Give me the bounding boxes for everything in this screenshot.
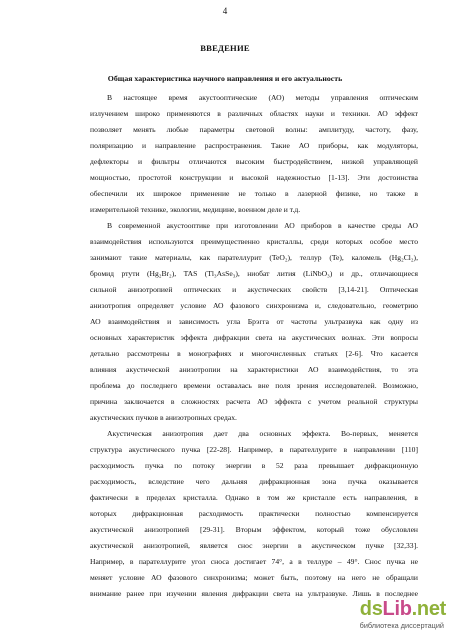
watermark: [328, 598, 446, 634]
page-title: ВВЕДЕНИЕ: [200, 43, 250, 53]
text-line: занимают такие материалы, как парателлурит (TeO₂), теллур (Te), каломель (Hg₂Cl₂),: [90, 253, 418, 262]
text-line: акустических пучков в анизотропных средах.: [90, 413, 237, 422]
text-line: АО взаимодействия и зависимость угла Брэгга от частоты ультразвука как одну из: [90, 317, 418, 326]
text-line: фактически в пределах кристалла. Однако в том же кристалле есть направления, в: [90, 493, 418, 502]
page-number: 4: [222, 6, 228, 16]
text-line: взаимодействия используются преимущественно кристаллы, среди которых особое место: [90, 237, 418, 246]
section-heading: Общая характеристика научного направления и его актуальность: [107, 74, 343, 83]
text-line: акустической анизотропией [29-31]. Вторым эффектом, который тоже обусловлен: [90, 525, 418, 534]
text-line: мощностью, простотой конструкции и высокой надежностью [1-13]. Эти достоинства: [90, 173, 418, 182]
text-line: расходимость, вследствие чего дальняя дифракционная зона пучка оказывается: [90, 477, 418, 486]
text-line: измерительной технике, экологии, медицине, военном деле и т.д.: [90, 205, 301, 214]
text-line: структура акустического пучка [22-28]. Например, в парателлурите в направлении [110]: [90, 445, 418, 454]
text-line: поляризацию и направление распространения. Такие АО приборы, как модуляторы,: [90, 141, 418, 150]
text-line: позволяет менять любые параметры световой волны: амплитуду, частоту, фазу,: [90, 125, 418, 134]
text-line: проблема до последнего времени оставалась вне поля зрения исследователей. Возможно,: [90, 381, 418, 390]
text-line: сильной анизотропией оптических и акустических свойств [3,14-21]. Оптическая: [90, 285, 418, 294]
text-line: Акустическая анизотропия дает два основных эффекта. Во-первых, меняется: [107, 429, 418, 438]
text-line: обеспечили их широкое применение не только в лазерной физике, но также в: [90, 189, 418, 198]
text-line: Например, в парателлурите угол сноса достигает 74°, а в теллуре – 49°. Снос пучка не: [90, 557, 418, 566]
text-line: детально рассмотрены в монографиях и многочисленных статьях [2-6]. Что касается: [90, 349, 418, 358]
text-line: причина заключается в сложностях расчета АО эффекта с учетом реальной структуры: [90, 397, 418, 406]
watermark-subtitle: библиотека диссертаций: [359, 621, 444, 630]
text-line: расходимость пучка по потоку энергии в 52 раза превышает дифракционную: [90, 461, 418, 470]
text-line: которых дифракционная расходимость практически полностью компенсируется: [90, 509, 418, 518]
text-line: В настоящее время акустооптические (АО) методы управления оптическим: [107, 93, 418, 102]
text-line: анизотропия определяет условие АО фазового синхронизма и, следовательно, геометрию: [90, 301, 418, 310]
text-line: бромид ртути (Hg₂Br₂), TAS (Tl₃AsSe₃), ниобат лития (LiNbO₃) и др., отличающиеся: [90, 269, 418, 278]
text-line: излучением широко применяются в различных областях науки и техники. АО эффект: [90, 109, 418, 118]
text-line: влияния акустической анизотропии на характеристики АО взаимодействия, то эта: [90, 365, 418, 374]
text-line: внимание ранее при изучении явления дифракции света на ультразвуке. Лишь в последнее: [90, 589, 418, 598]
watermark-logo: dsLib.net: [359, 598, 446, 620]
text-line: дефлекторы и фильтры отличаются высоким быстродействием, низкой управляющей: [90, 157, 418, 166]
text-line: меняет условие АО фазового синхронизма; может быть, поэтому на него не обращали: [90, 573, 418, 582]
text-line: основных характеристик эффекта дифракции света на акустических волнах. Эти вопросы: [90, 333, 418, 342]
text-line: акустической анизотропией, является снос энергии в акустическом пучке [32,33].: [90, 541, 418, 550]
text-line: В современной акустооптике при изготовлении АО приборов в качестве среды АО: [107, 221, 418, 230]
